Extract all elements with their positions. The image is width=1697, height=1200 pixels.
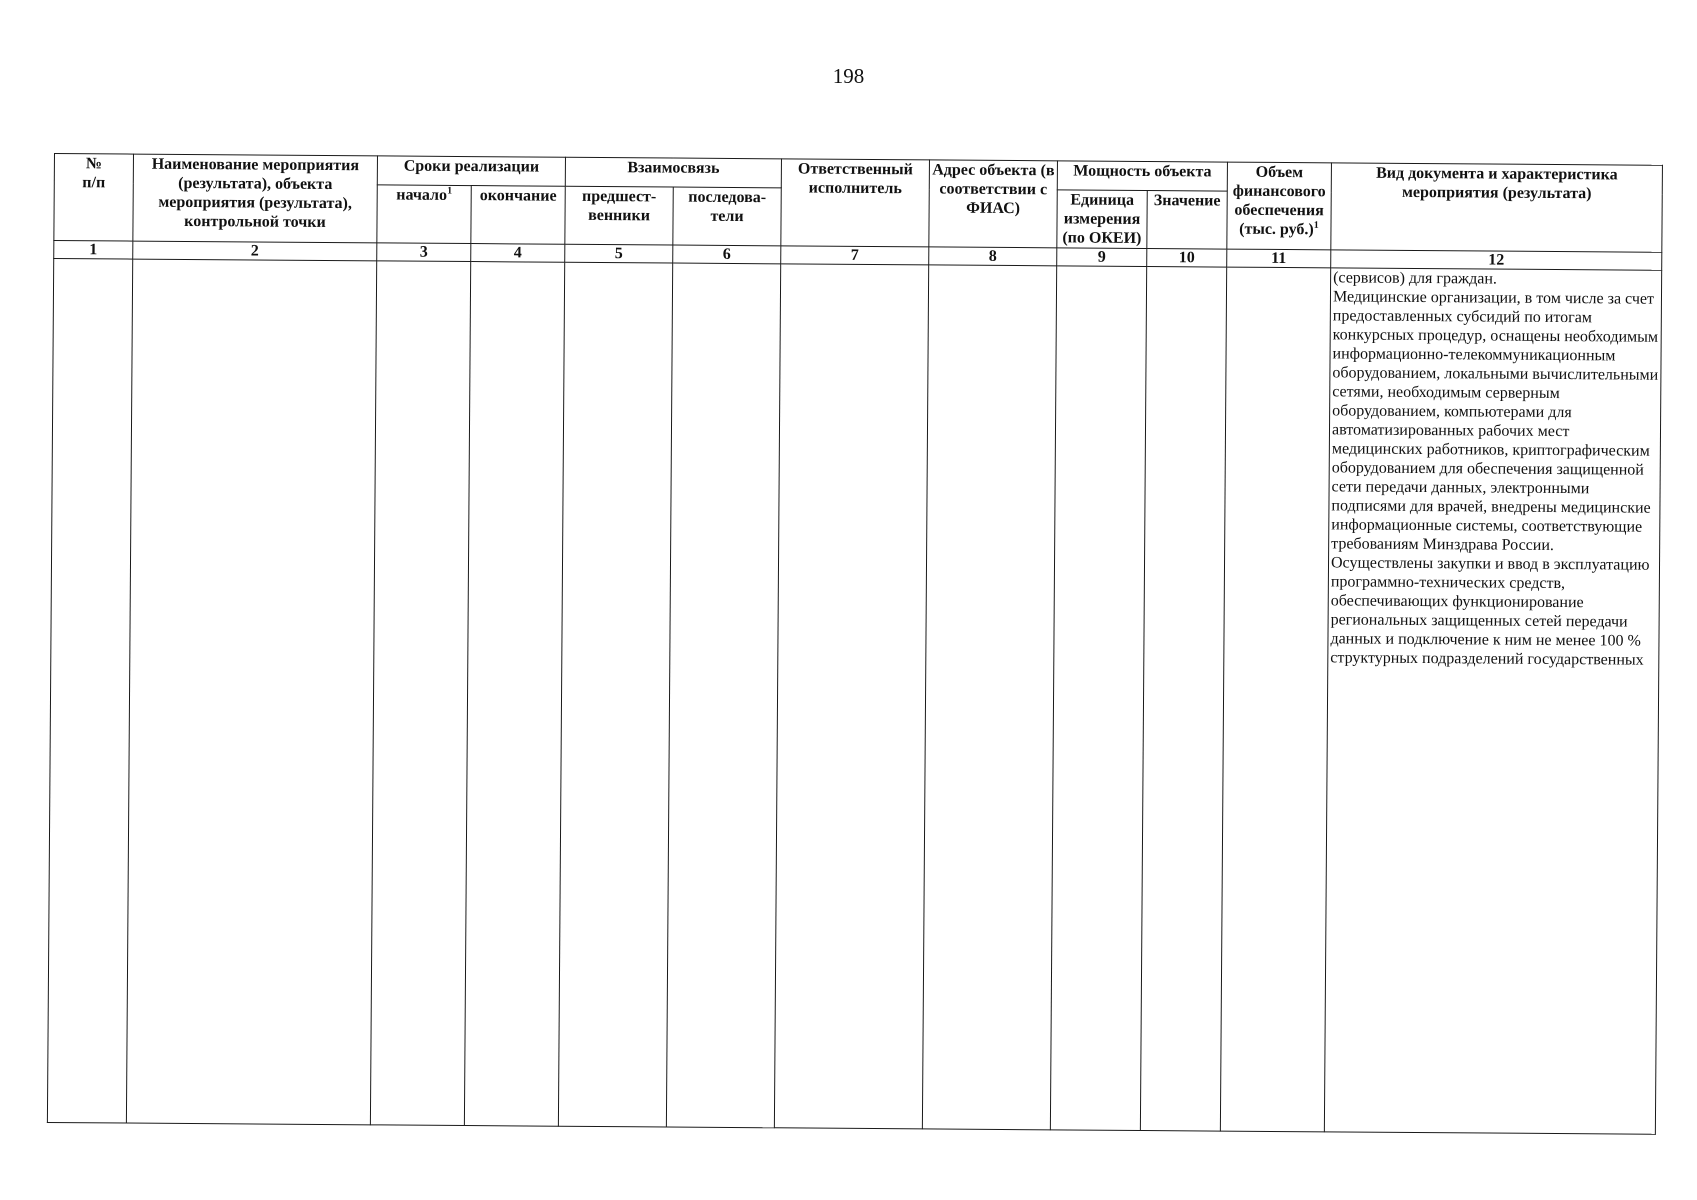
column-number: 10 [1147, 249, 1227, 268]
header-start-label: начало [396, 186, 448, 204]
header-relation: Взаимосвязь [565, 157, 781, 188]
header-deadlines: Сроки реализации [377, 156, 565, 186]
cell-address [922, 265, 1056, 1130]
activities-table [47, 153, 1663, 1135]
cell-start [370, 261, 470, 1126]
page-number: 198 [832, 64, 865, 88]
column-number: 9 [1057, 248, 1147, 267]
doc-type-paragraph: Медицинские организации, в том числе за счет предоставленных субсидий по итогам конкурсных процедур, оснащены необходимым информационно-телекоммуникационным оборудованием, локальными вычислительными сетями, необходимым серверным оборудованием, компьютерами для автоматизированных рабочих мест медицинских работников, криптографическим оборудованием для обеспечения защищенной сети передачи данных, электронными подписями для врачей, внедрены медицинские информационные системы, соответствующие требованиям Минздрава России. [1331, 288, 1659, 555]
table-row [47, 259, 1661, 1135]
column-number: 2 [133, 241, 377, 261]
header-funding [1227, 162, 1332, 250]
header-name: Наименование мероприятия (результата), объекта мероприятия (результата), контрольной точки [133, 154, 378, 243]
column-number: 8 [929, 247, 1057, 266]
header-responsible: Ответственный исполнитель [781, 159, 930, 247]
column-number: 1 [54, 241, 133, 260]
header-end: окончание [471, 186, 565, 245]
cell-successors [666, 263, 780, 1128]
header-num: № п/п [54, 154, 134, 242]
cell-unit [1050, 266, 1146, 1131]
header-successors: последова-тели [673, 187, 781, 246]
cell-predecessors [558, 262, 672, 1127]
cell-end [464, 262, 564, 1127]
header-start [377, 185, 471, 244]
column-number: 3 [377, 243, 471, 262]
header-funding-label: Объем финансового обеспечения (тыс. руб.) [1232, 163, 1326, 239]
header-predecessors: предшест-венники [565, 186, 673, 245]
cell-name [126, 259, 376, 1125]
header-doc-type: Вид документа и характеристика мероприятия (результата) [1331, 163, 1663, 252]
column-number: 5 [565, 244, 673, 263]
cell-responsible [774, 264, 928, 1129]
header-capacity: Мощность объекта [1057, 161, 1227, 191]
cell-doc-type [1324, 268, 1661, 1134]
column-number: 6 [673, 245, 781, 264]
cell-num [47, 259, 132, 1124]
cell-value [1140, 267, 1226, 1132]
column-number: 12 [1331, 250, 1662, 270]
doc-type-paragraph: Осуществлены закупки и ввод в эксплуатацию программно-технических средств, обеспечивающих функционирование региональных защищенных сетей передачи данных и подключение к ним не менее 100 % структурных подразделений государственных [1330, 554, 1650, 669]
cell-funding [1220, 267, 1330, 1132]
column-number: 4 [471, 244, 565, 263]
column-number: 7 [781, 246, 929, 265]
doc-type-paragraph: (сервисов) для граждан. [1333, 269, 1498, 288]
column-number: 11 [1227, 249, 1331, 268]
header-unit: Единица измерения (по ОКЕИ) [1057, 190, 1147, 249]
header-address: Адрес объекта (в соответствии с ФИАС) [929, 160, 1058, 248]
header-funding-footnote: 1 [1313, 219, 1319, 231]
header-value: Значение [1147, 191, 1227, 250]
header-start-footnote: 1 [447, 185, 453, 197]
